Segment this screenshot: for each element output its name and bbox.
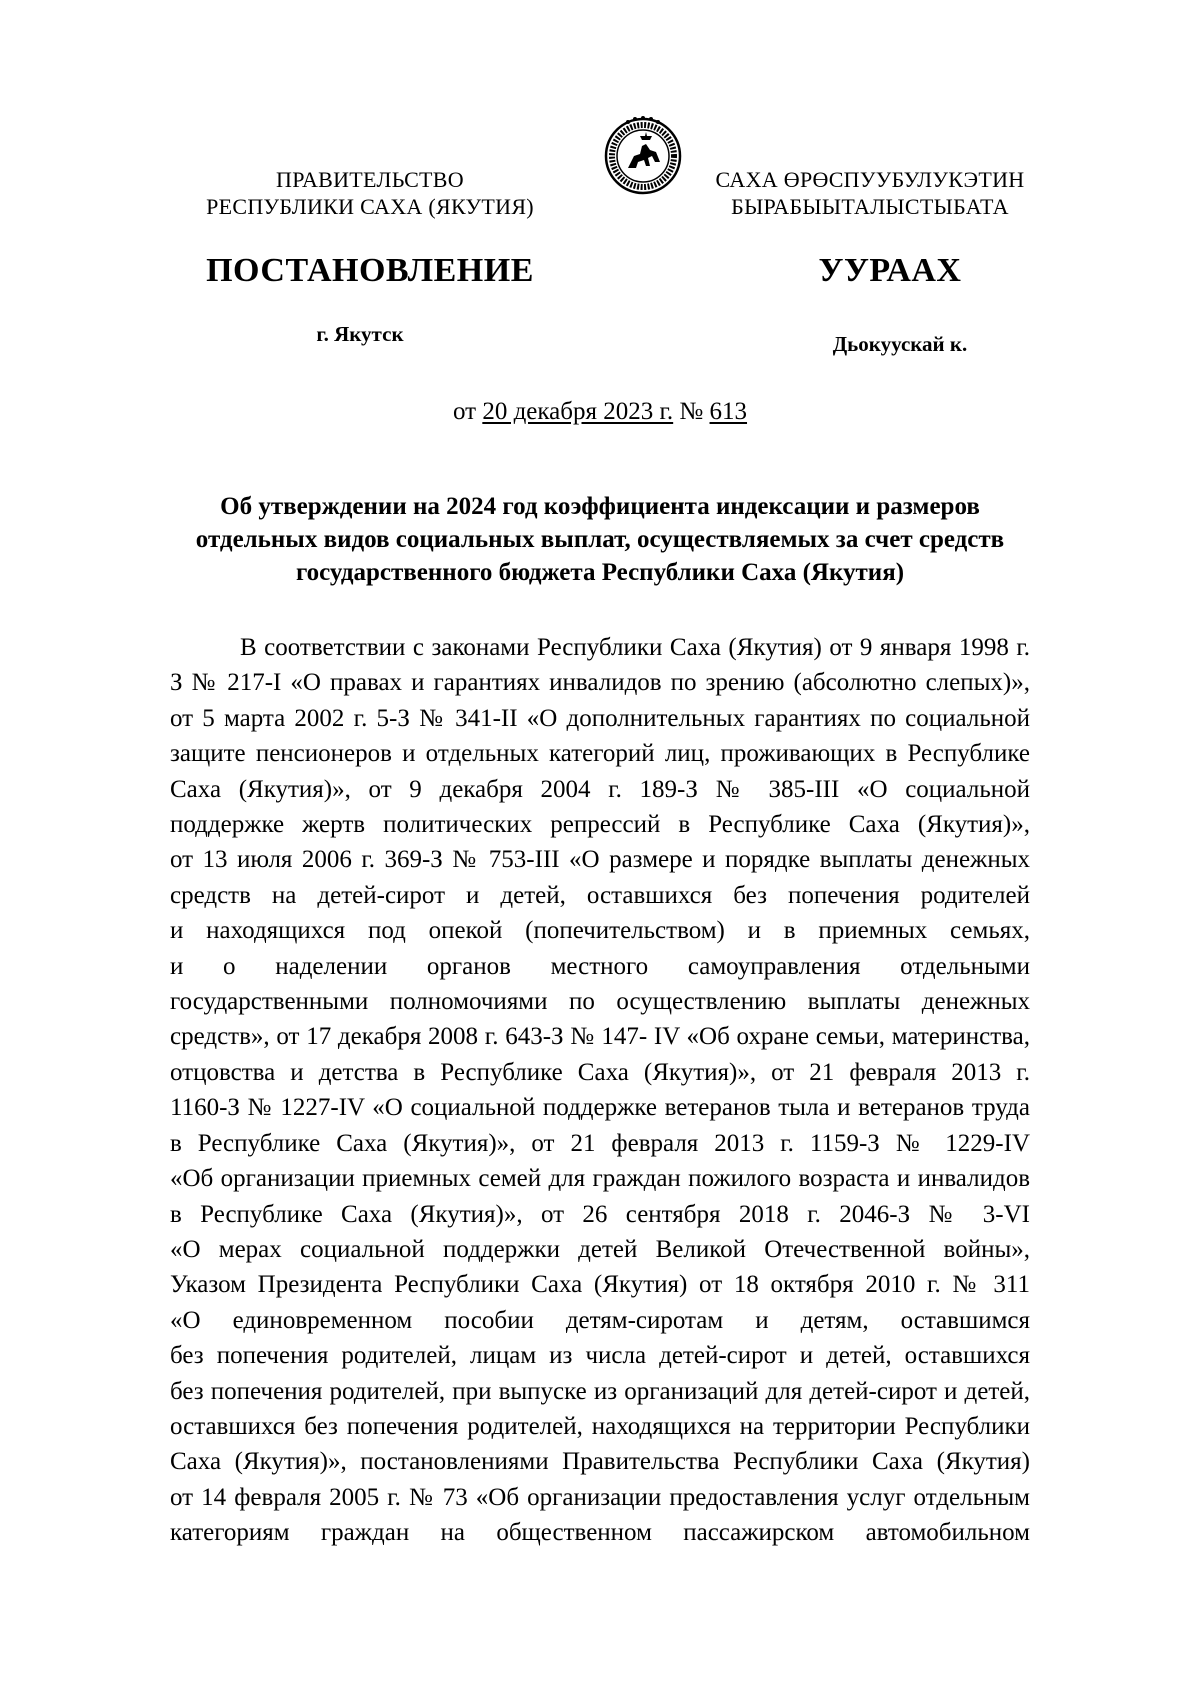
body-line: «О мерах социальной поддержки детей Великой Отечественной войны», — [170, 1235, 1030, 1263]
title-line: отдельных видов социальных выплат, осуществляемых за счет средств — [195, 526, 1005, 553]
body-line: в Республике Саха (Якутия)», от 26 сентября 2018 г. 2046-З № 3-VI — [170, 1200, 1030, 1228]
document-title — [170, 490, 1030, 589]
issuer-sakha — [680, 166, 1060, 220]
number-sign: № — [679, 398, 704, 425]
body-line: средств на детей-сирот и детей, оставшихся без попечения родителей — [170, 881, 1030, 909]
title-line: государственного бюджета Республики Саха (Якутия) — [295, 559, 905, 586]
issuer-ru-line1: ПРАВИТЕЛЬСТВО — [276, 167, 464, 192]
date-line — [0, 398, 1200, 426]
document-date: 20 декабря 2023 г. — [482, 398, 674, 425]
body-line: Саха (Якутия)», от 9 декабря 2004 г. 189-З № 385-III «О социальной — [170, 775, 1030, 803]
body-line: от 14 февраля 2005 г. № 73 «Об организации предоставления услуг отдельным — [170, 1483, 1030, 1511]
city-sakha: Дьокуускай к. — [832, 332, 968, 356]
date-prefix: от — [452, 398, 477, 425]
coat-of-arms-emblem — [600, 110, 686, 196]
body-line: без попечения родителей, при выпуске из организаций для детей-сирот и детей, — [170, 1377, 1030, 1405]
body-line: от 5 марта 2002 г. 5-З № 341-II «О дополнительных гарантиях по социальной — [170, 704, 1030, 732]
issuer-sakha-line1: САХА ӨРӨСПУУБУЛУКЭТИН — [715, 167, 1025, 192]
body-line: защите пенсионеров и отдельных категорий лиц, проживающих в Республике — [170, 740, 1030, 768]
body-line: и о наделении органов местного самоуправления отдельными — [170, 952, 1030, 980]
city-ru: г. Якутск — [316, 322, 404, 346]
document-body — [170, 630, 1030, 1551]
body-line: Указом Президента Республики Саха (Якутия) от 18 октября 2010 г. № 311 — [170, 1271, 1030, 1299]
body-line: от 13 июля 2006 г. 369-З № 753-III «О размере и порядке выплаты денежных — [170, 846, 1030, 874]
body-line: В соответствии с законами Республики Саха (Якутия) от 9 января 1998 г. — [240, 634, 1030, 661]
body-line: «О единовременном пособии детям-сиротам и детям, оставшимся — [170, 1306, 1030, 1334]
body-line: категориям граждан на общественном пассажирском автомобильном — [170, 1519, 1030, 1547]
body-line: оставшихся без попечения родителей, находящихся на территории Республики — [170, 1412, 1030, 1440]
doc-type-ru: ПОСТАНОВЛЕНИЕ — [206, 252, 534, 289]
body-line: «Об организации приемных семей для граждан пожилого возраста и инвалидов — [170, 1165, 1030, 1193]
issuer-sakha-line2: БЫРАБЫЫТАЛЫСТЫБАТА — [731, 194, 1009, 219]
body-line: без попечения родителей, лицам из числа детей-сирот и детей, оставшихся — [170, 1342, 1030, 1370]
title-line: Об утверждении на 2024 год коэффициента индексации и размеров — [220, 493, 980, 520]
body-line: Саха (Якутия)», постановлениями Правительства Республики Саха (Якутия) — [170, 1448, 1030, 1476]
body-line: отцовства и детства в Республике Саха (Якутия)», от 21 февраля 2013 г. — [170, 1058, 1030, 1086]
body-line: поддержке жертв политических репрессий в Республике Саха (Якутия)», — [170, 811, 1030, 839]
body-line: З № 217-I «О правах и гарантиях инвалидов по зрению (абсолютно слепых)», — [170, 669, 1030, 697]
body-line: средств», от 17 декабря 2008 г. 643-З № 147- IV «Об охране семьи, материнства, — [170, 1023, 1030, 1051]
body-line: и находящихся под опекой (попечительством) и в приемных семьях, — [170, 917, 1030, 945]
doc-type-sakha: УУРААХ — [818, 252, 962, 289]
body-line: государственными полномочиями по осуществлению выплаты денежных — [170, 988, 1030, 1016]
document-number: 613 — [709, 398, 748, 425]
issuer-ru-line2: РЕСПУБЛИКИ САХА (ЯКУТИЯ) — [206, 194, 534, 219]
issuer-ru — [170, 166, 570, 220]
body-line: 1160-З № 1227-IV «О социальной поддержке ветеранов тыла и ветеранов труда — [170, 1094, 1030, 1122]
body-line: в Республике Саха (Якутия)», от 21 февраля 2013 г. 1159-З № 1229-IV — [170, 1129, 1030, 1157]
